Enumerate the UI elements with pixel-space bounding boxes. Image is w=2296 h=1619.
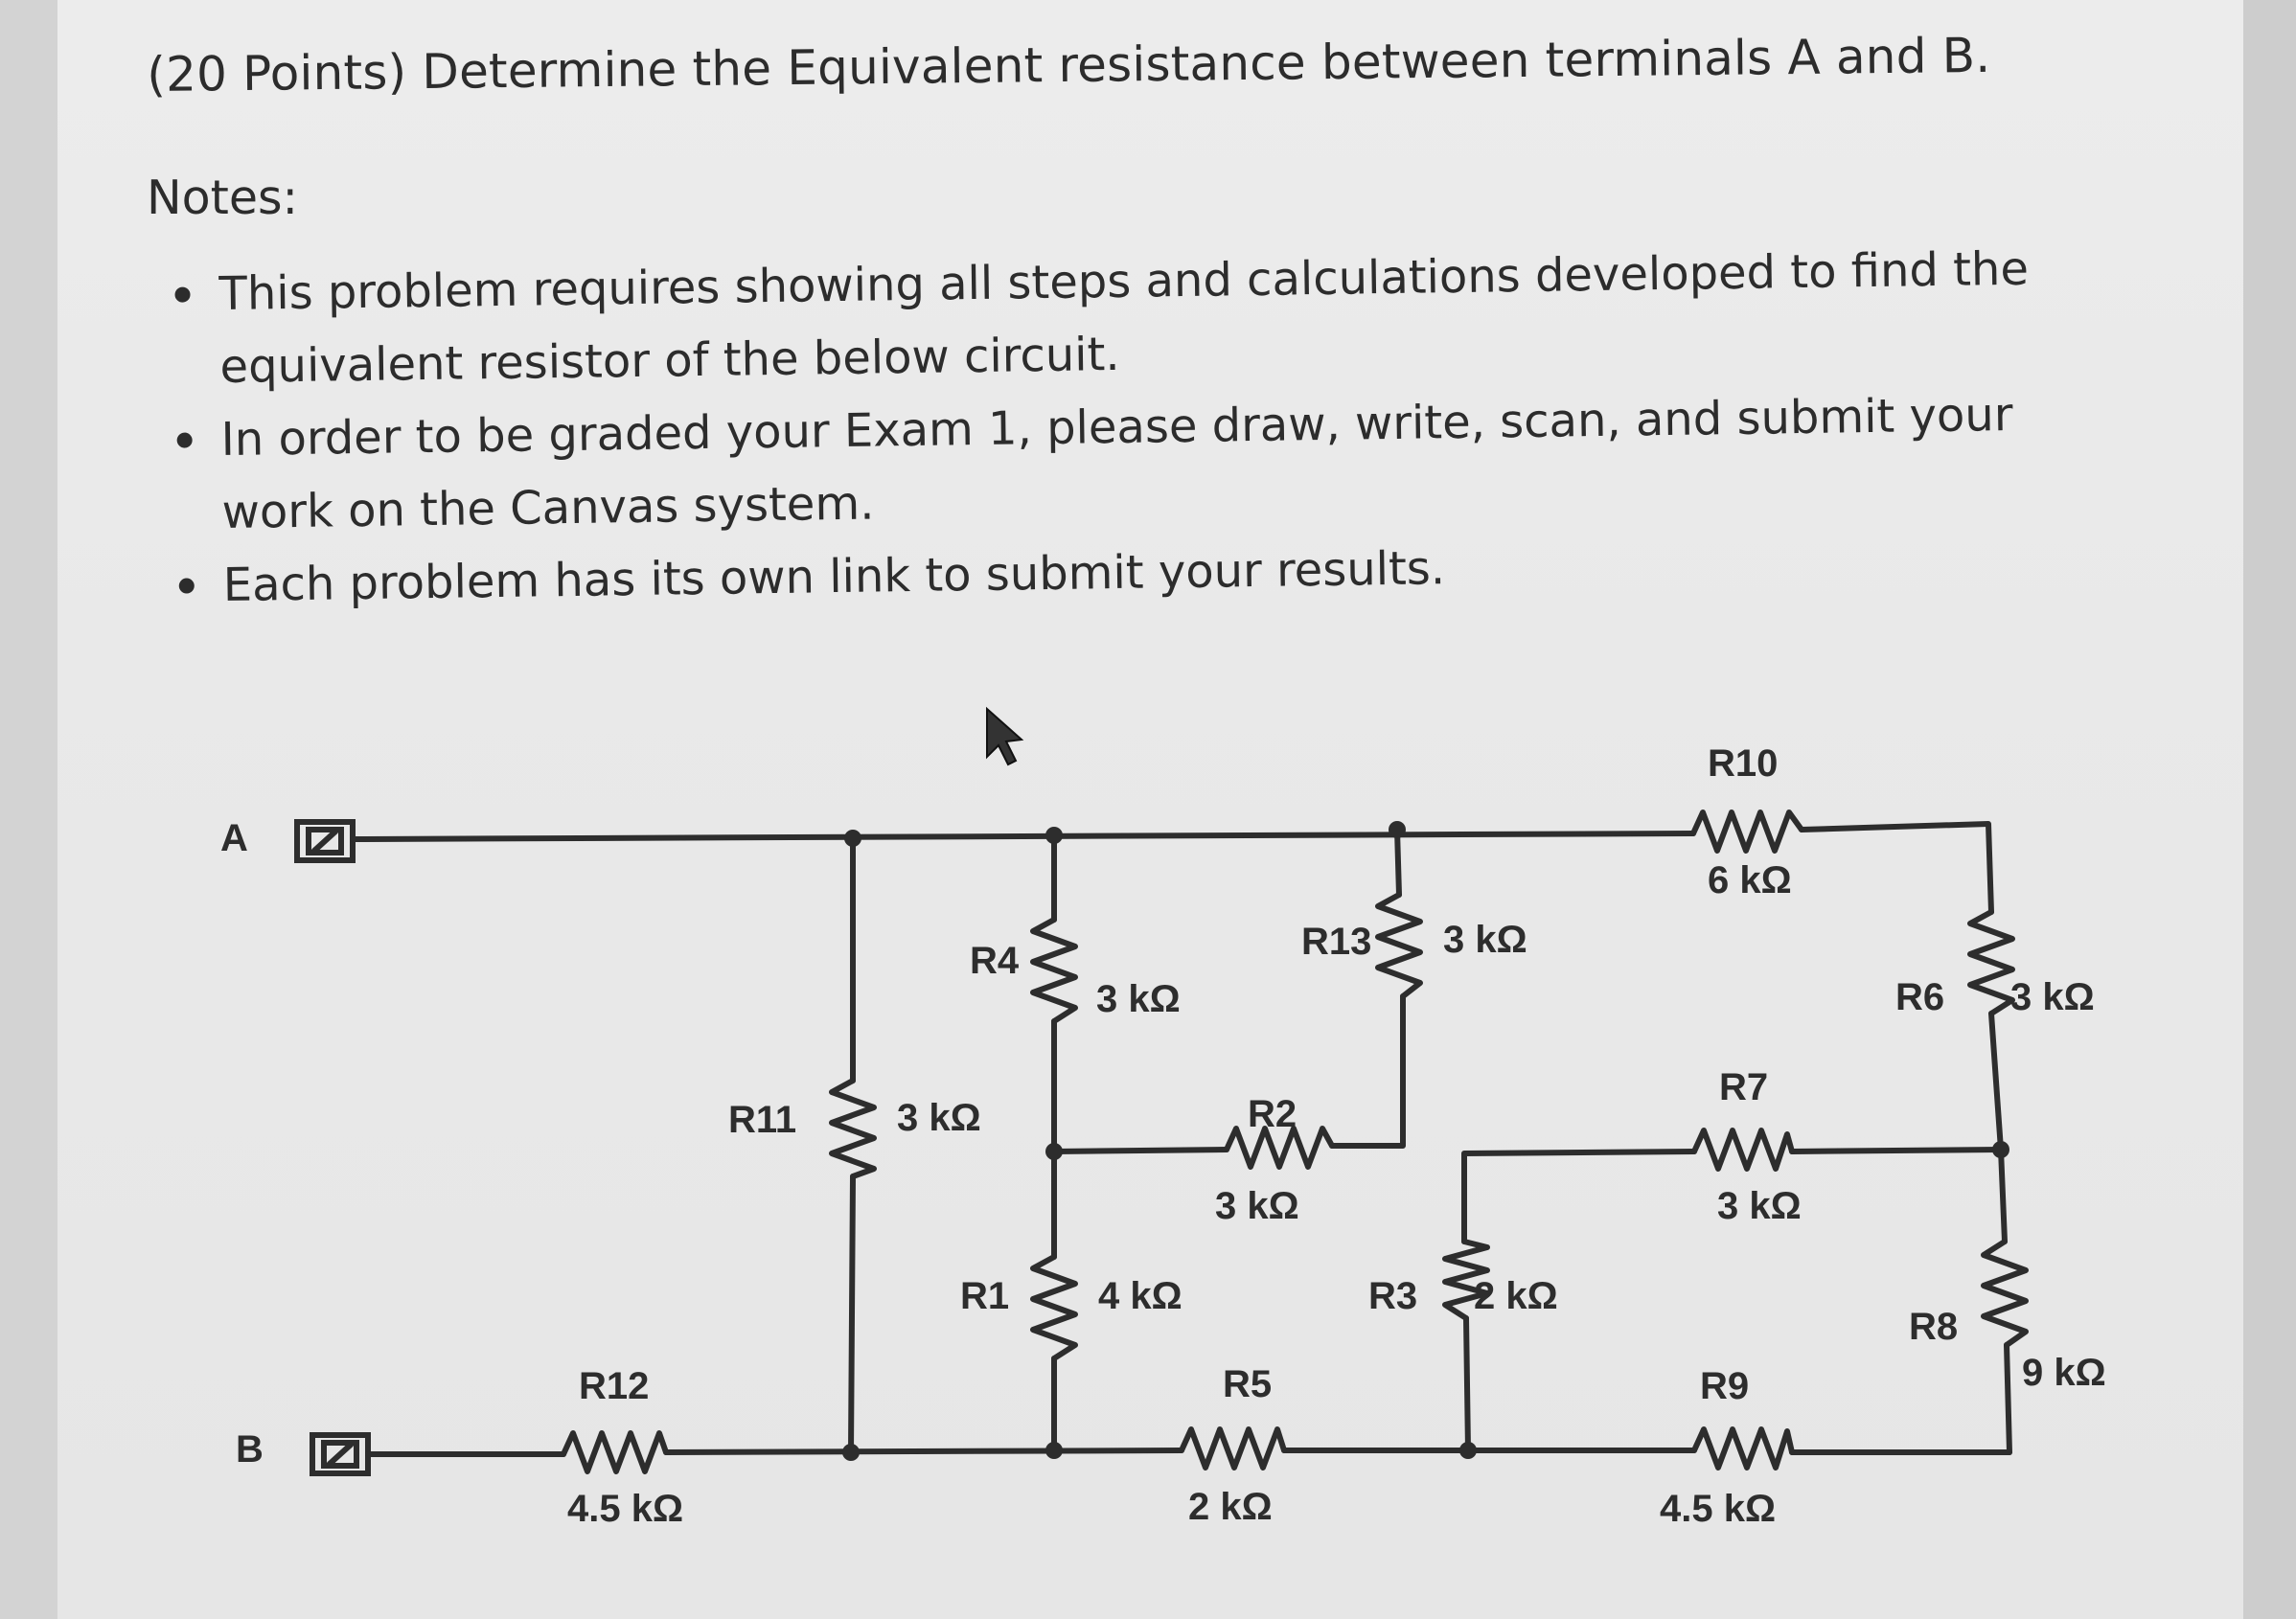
r10-resistor-icon [1693,812,1802,851]
r6-label: R6 [1895,976,1945,1018]
node-dot [1992,1141,2009,1158]
r3-value: 2 kΩ [1474,1275,1558,1317]
terminal-a-label: A [220,817,248,859]
r4-label: R4 [970,940,1020,982]
r7-resistor-icon [1694,1130,1792,1169]
node-dot [842,1444,860,1461]
r7-label: R7 [1719,1066,1769,1108]
mouse-cursor-icon [987,709,1022,764]
node-dot [1045,827,1063,844]
problem-title: (20 Points) Determine the Equivalent resistance between terminals A and B. [147,27,1991,103]
r9-value: 4.5 kΩ [1660,1488,1777,1530]
r9-label: R9 [1700,1365,1750,1407]
r11-label: R11 [728,1099,797,1141]
r13-label: R13 [1301,921,1372,963]
r1-value: 4 kΩ [1098,1275,1182,1317]
r1-label: R1 [960,1275,1010,1317]
terminal-a-icon [297,822,353,860]
r4-resistor-icon [1033,920,1075,1021]
list-item: This problem requires showing all steps and calculations developed to find the equivalent resistor of the below circuit. [153,233,2041,404]
r4-value: 3 kΩ [1096,978,1181,1020]
r6-value: 3 kΩ [2010,976,2095,1018]
r12-resistor-icon [563,1433,666,1471]
node-dot [844,830,861,847]
r2-label: R2 [1248,1093,1297,1135]
r12-label: R12 [579,1365,650,1407]
r6-resistor-icon [1970,912,2012,1014]
r13-value: 3 kΩ [1443,919,1527,961]
terminal-b-icon [312,1435,368,1473]
node-dot [1389,821,1406,838]
r2-value: 3 kΩ [1215,1185,1299,1227]
terminal-b-label: B [236,1428,264,1471]
list-item: In order to be graded your Exam 1, please draw, write, scan, and submit your work on the Canvas system. [155,376,2139,550]
r11-resistor-icon [832,1081,874,1176]
r3-label: R3 [1368,1275,1418,1317]
node-dot [1459,1442,1477,1459]
r5-value: 2 kΩ [1188,1486,1273,1528]
r13-resistor-icon [1378,895,1420,996]
r11-value: 3 kΩ [897,1097,981,1139]
r8-label: R8 [1909,1306,1959,1348]
r10-label: R10 [1708,742,1779,785]
r7-value: 3 kΩ [1717,1185,1802,1227]
r8-value: 9 kΩ [2022,1352,2106,1394]
r8-resistor-icon [1984,1242,2026,1345]
list-item: Each problem has its own link to submit your results. [157,523,2075,623]
node-dot [1045,1442,1063,1459]
node-dot [1045,1143,1063,1160]
notes-heading: Notes: [147,171,299,225]
r9-resistor-icon [1694,1429,1792,1468]
r5-resistor-icon [1182,1429,1284,1468]
r1-resistor-icon [1033,1257,1075,1358]
r12-value: 4.5 kΩ [567,1488,684,1530]
r10-value: 6 kΩ [1708,859,1792,901]
r5-label: R5 [1223,1363,1273,1405]
wire-bottom [368,1450,2009,1454]
